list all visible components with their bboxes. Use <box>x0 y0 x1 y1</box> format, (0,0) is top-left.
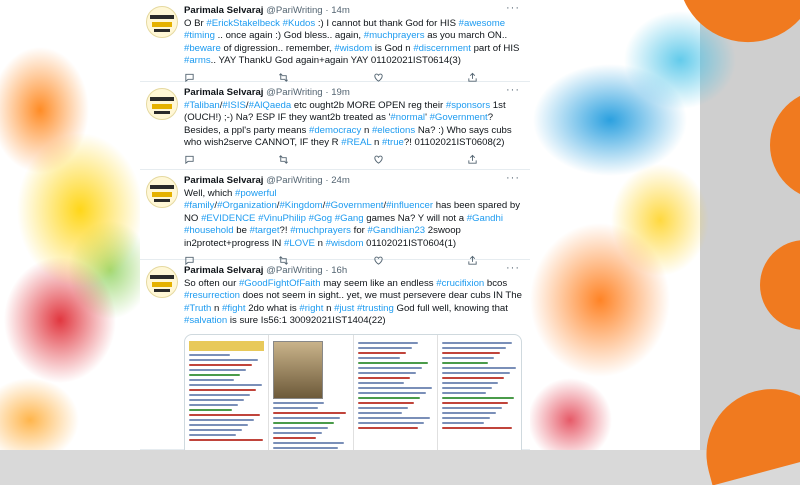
more-icon[interactable]: ··· <box>506 84 520 96</box>
separator-dot: · <box>325 265 329 276</box>
text-segment: / <box>219 100 223 111</box>
text-segment: 1st (OUCH!) ;-) Na? ESP IF they want2b treated as ' <box>184 100 506 124</box>
text-segment: / <box>214 200 218 212</box>
hashtag-link[interactable]: #democracy <box>309 124 362 136</box>
avatar[interactable] <box>146 6 178 38</box>
hashtag-link[interactable]: #GoodFightOfFaith <box>238 278 321 289</box>
hashtag-link[interactable]: #just <box>334 302 355 314</box>
hashtag-link[interactable]: #Gog <box>308 212 333 224</box>
avatar[interactable] <box>146 88 178 120</box>
hashtag-link[interactable]: #beware <box>184 42 221 54</box>
text-segment: 01102021IST0604(1) <box>363 237 457 249</box>
media-attachment[interactable] <box>184 334 522 450</box>
text-segment: .. once again :) God bless.. again, <box>214 30 364 42</box>
text-segment: as you march ON.. <box>424 30 508 42</box>
hashtag-link[interactable]: #true <box>382 137 404 149</box>
text-segment: be <box>233 225 250 237</box>
hashtag-link[interactable]: #fight <box>222 302 246 314</box>
hashtag-link[interactable]: #Kudos <box>282 18 316 29</box>
hashtag-link[interactable]: #ISIS <box>222 100 246 111</box>
hashtag-link[interactable]: #VinuPhilip <box>258 212 306 224</box>
hashtag-link[interactable]: #crucifixion <box>436 278 485 289</box>
retweet-button[interactable] <box>278 154 299 167</box>
hashtag-link[interactable]: #elections <box>371 124 416 136</box>
hashtag-link[interactable]: #muchprayers <box>290 225 351 237</box>
text-segment: 2do what is <box>245 302 300 314</box>
text-segment: / <box>245 100 249 111</box>
text-segment: for <box>350 225 368 237</box>
tweet-header <box>184 86 522 99</box>
text-segment: n <box>323 302 335 314</box>
text-segment: may seem like an endless <box>320 278 437 289</box>
tweet-header <box>184 4 522 17</box>
hashtag-link[interactable]: #influencer <box>386 200 434 212</box>
text-segment: 2swoop in2protect+progress IN <box>184 225 461 249</box>
tweet-header <box>184 264 522 277</box>
text-segment: / <box>276 200 280 212</box>
timestamp[interactable]: 24m <box>331 175 350 186</box>
hashtag-link[interactable]: #powerful <box>235 188 277 199</box>
hashtag-link[interactable]: #REAL <box>341 137 372 149</box>
separator-dot: · <box>325 175 329 186</box>
timestamp[interactable]: 16h <box>331 265 348 276</box>
like-button[interactable] <box>373 154 394 167</box>
text-segment: :) I cannot but thank God for HIS <box>315 18 459 29</box>
hashtag-link[interactable]: #AlQaeda <box>248 100 292 111</box>
hashtag-link[interactable]: #timing <box>184 30 215 42</box>
hashtag-link[interactable]: #Truth <box>184 302 212 314</box>
hashtag-link[interactable]: #awesome <box>458 18 506 29</box>
text-segment: bcos <box>484 278 508 289</box>
hashtag-link[interactable]: #normal <box>390 112 426 124</box>
text-segment: n <box>314 237 326 249</box>
hashtag-link[interactable]: #muchprayers <box>363 30 425 42</box>
share-button[interactable] <box>467 154 482 167</box>
text-segment: So often our <box>184 278 239 289</box>
hashtag-link[interactable]: #salvation <box>184 315 228 327</box>
text-segment: does not seem in sight.. yet, we must persevere dear cubs IN The <box>240 290 522 302</box>
text-segment: ? Besides, a ppl's party means <box>184 112 494 136</box>
hashtag-link[interactable]: #Organization <box>217 200 277 212</box>
text-segment: games Na? Y will not a <box>363 212 467 224</box>
hashtag-link[interactable]: #Government <box>325 200 384 212</box>
hashtag-link[interactable]: #wisdom <box>325 237 364 249</box>
text-segment: Well, which <box>184 188 236 199</box>
author-handle[interactable]: @PariWriting <box>266 5 323 16</box>
reply-icon <box>184 154 199 167</box>
hashtag-link[interactable]: #Government <box>429 112 488 124</box>
hashtag-link[interactable]: #household <box>184 225 234 237</box>
author-name[interactable]: Parimala Selvaraj <box>184 175 264 186</box>
hashtag-link[interactable]: #sponsors <box>445 100 491 111</box>
tweet[interactable] <box>140 260 530 450</box>
hashtag-link[interactable]: #Kingdom <box>279 200 323 212</box>
hashtag-link[interactable]: #Gandhian23 <box>367 225 426 237</box>
more-icon[interactable]: ··· <box>506 2 520 14</box>
hashtag-link[interactable]: #target <box>249 225 280 237</box>
media-image[interactable] <box>269 335 353 450</box>
hashtag-link[interactable]: #LOVE <box>284 237 315 249</box>
hashtag-link[interactable]: #discernment <box>413 42 471 54</box>
retweet-icon <box>278 154 293 167</box>
media-image[interactable] <box>354 335 438 450</box>
text-segment: n <box>371 137 382 149</box>
share-icon <box>467 154 482 167</box>
text-segment: of digression.. remember, <box>220 42 335 54</box>
hashtag-link[interactable]: #family <box>184 200 215 212</box>
tweet-feed <box>140 0 530 450</box>
tweet[interactable] <box>140 82 530 170</box>
hashtag-link[interactable]: #Gandhi <box>466 212 503 224</box>
text-segment: n <box>211 302 223 314</box>
separator-dot: · <box>325 5 329 16</box>
text-segment: ' <box>425 112 430 124</box>
author-name[interactable]: Parimala Selvaraj <box>184 87 264 98</box>
author-handle[interactable]: @PariWriting <box>266 87 323 98</box>
hashtag-link[interactable]: #Gang <box>334 212 364 224</box>
text-segment: O Br <box>184 18 207 29</box>
text-segment: God full well, knowing that <box>393 302 508 314</box>
hashtag-link[interactable]: #arms <box>184 55 211 67</box>
tweet-text <box>184 188 522 250</box>
author-name[interactable]: Parimala Selvaraj <box>184 265 264 276</box>
timestamp[interactable]: 19m <box>331 87 350 98</box>
text-segment: ?! <box>279 225 291 237</box>
text-segment: Na? :) Who says cubs who wish2serve CANNOT, IF they R <box>184 124 512 149</box>
author-handle[interactable]: @PariWriting <box>266 265 323 276</box>
text-segment: / <box>322 200 326 212</box>
hashtag-link[interactable]: #wisdom <box>334 42 373 54</box>
media-image[interactable] <box>438 335 521 450</box>
tweet-text <box>184 18 522 68</box>
author-name[interactable]: Parimala Selvaraj <box>184 5 264 16</box>
timestamp[interactable]: 14m <box>331 5 350 16</box>
text-segment: part of HIS <box>470 42 520 54</box>
tweet[interactable] <box>140 0 530 82</box>
tweet-actions <box>184 152 522 170</box>
background-left-paint <box>0 0 140 450</box>
media-image[interactable] <box>185 335 269 450</box>
text-segment: has been spared by NO <box>184 200 521 224</box>
text-segment: / <box>383 200 387 212</box>
reply-button[interactable] <box>184 154 205 167</box>
text-segment: n <box>361 124 372 136</box>
text-segment: ?! 01102021IST0608(2) <box>403 137 505 149</box>
text-segment: is sure Is56:1 30092021IST1404(22) <box>227 315 386 327</box>
avatar[interactable] <box>146 176 178 208</box>
author-handle[interactable]: @PariWriting <box>266 175 323 186</box>
avatar[interactable] <box>146 266 178 298</box>
hashtag-link[interactable]: #trusting <box>357 302 394 314</box>
hashtag-link[interactable]: #ErickStakelbeck <box>206 18 280 29</box>
more-icon[interactable]: ··· <box>506 172 520 184</box>
tweet-text <box>184 100 522 150</box>
background-right-paint <box>530 0 800 450</box>
like-icon <box>373 154 388 167</box>
hashtag-link[interactable]: #resurrection <box>184 290 240 302</box>
text-segment: .. YAY ThankU God again+again YAY 01102021IST0614(3) <box>210 55 461 67</box>
tweet[interactable] <box>140 170 530 260</box>
tweet-header <box>184 174 522 187</box>
tweet-text <box>184 278 522 328</box>
more-icon[interactable]: ··· <box>506 262 520 274</box>
hashtag-link[interactable]: #EVIDENCE <box>201 212 256 224</box>
hashtag-link[interactable]: #right <box>299 302 324 314</box>
text-segment: is God n <box>372 42 414 54</box>
text-segment: etc ought2b MORE OPEN reg their <box>291 100 446 111</box>
hashtag-link[interactable]: #Taliban <box>184 100 220 111</box>
separator-dot: · <box>325 87 329 98</box>
